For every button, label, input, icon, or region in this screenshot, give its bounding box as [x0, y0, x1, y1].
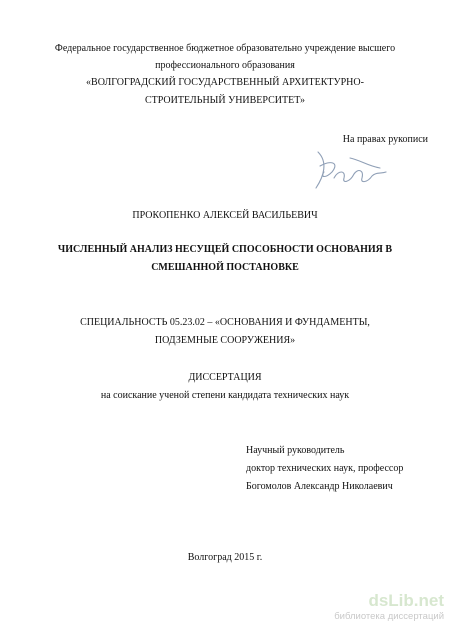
dissertation-label: ДИССЕРТАЦИЯ — [188, 372, 262, 383]
manuscript-note: На правах рукописи — [342, 134, 428, 145]
degree-line: на соискание ученой степени кандидата технических наук — [100, 390, 350, 401]
city-year: Волгоград 2015 г. — [187, 552, 263, 563]
watermark-logo: dsLib.net — [368, 591, 444, 610]
institution-line-3: «ВОЛГОГРАДСКИЙ ГОСУДАРСТВЕННЫЙ АРХИТЕКТУРНО- — [86, 77, 364, 88]
institution-line-1: Федеральное государственное бюджетное образовательно учреждение высшего — [54, 43, 396, 54]
supervisor-name: Богомолов Александр Николаевич — [246, 481, 393, 492]
author-name: ПРОКОПЕНКО АЛЕКСЕЙ ВАСИЛЬЕВИЧ — [132, 210, 318, 221]
institution-line-4: СТРОИТЕЛЬНЫЙ УНИВЕРСИТЕТ» — [144, 95, 306, 106]
thesis-title-line-2: СМЕШАННОЙ ПОСТАНОВКЕ — [151, 262, 299, 273]
supervisor-role: Научный руководитель — [246, 445, 345, 456]
signature-image — [310, 148, 400, 196]
institution-line-2: профессионального образования — [155, 60, 295, 71]
watermark-subtitle: библиотека диссертаций — [334, 611, 444, 622]
specialty-line-2: ПОДЗЕМНЫЕ СООРУЖЕНИЯ» — [154, 335, 296, 346]
dslib-watermark — [332, 592, 444, 626]
specialty-line-1: СПЕЦИАЛЬНОСТЬ 05.23.02 – «ОСНОВАНИЯ И ФУНДАМЕНТЫ, — [80, 317, 370, 328]
thesis-title-line-1: ЧИСЛЕННЫЙ АНАЛИЗ НЕСУЩЕЙ СПОСОБНОСТИ ОСНОВАНИЯ В — [57, 244, 393, 255]
supervisor-title: доктор технических наук, профессор — [246, 463, 404, 474]
